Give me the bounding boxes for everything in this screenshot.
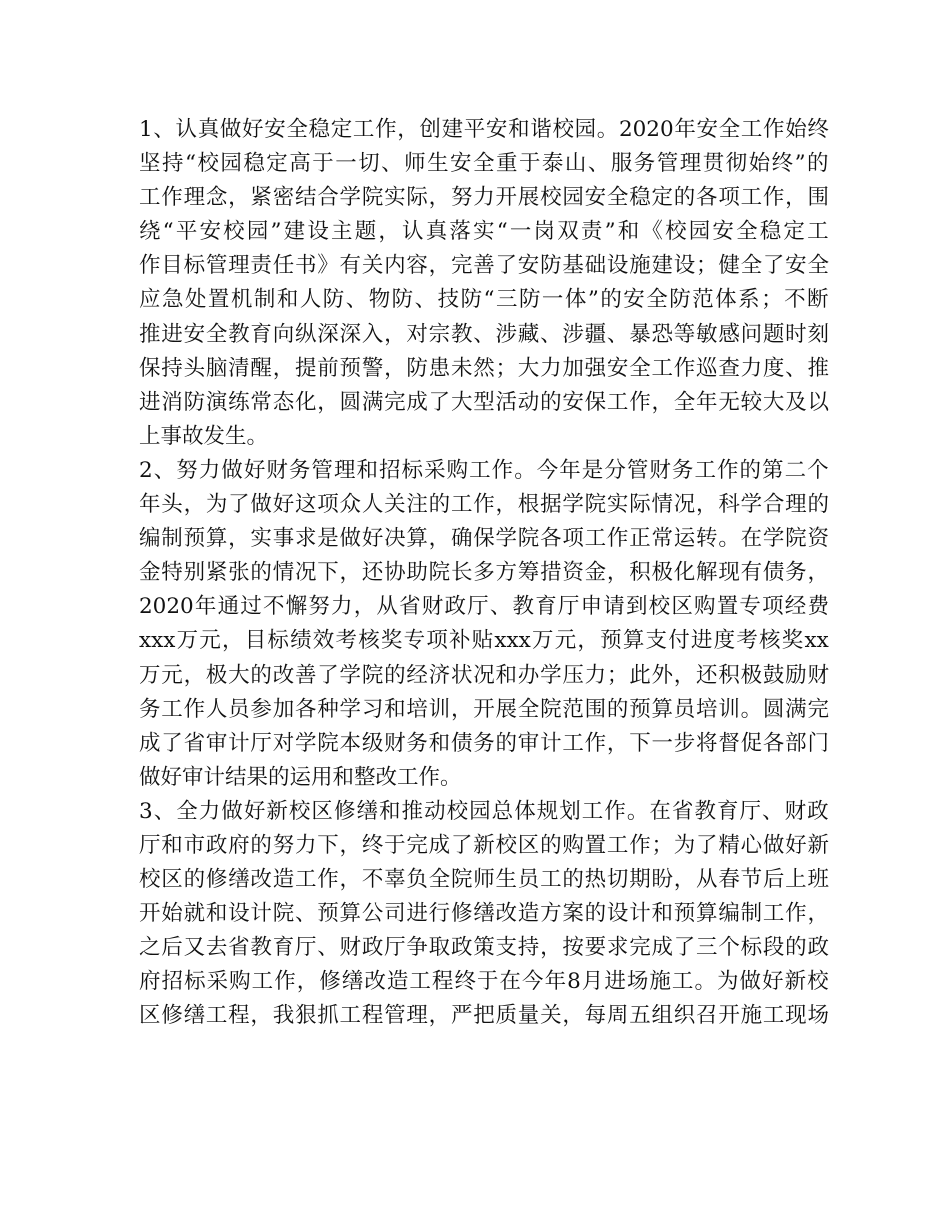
text-line: 1 、 认 真 做 好 安 全 稳 定 工 作 ， 创 建 平 安 和 谐 校 园 。 2020 年 安 全 工 作 始 终: [139, 117, 829, 142]
text-line: 作 目 标 管 理 责 任 书 》 有 关 内 容 ， 完 善 了 安 防 基 础 设 施 建 设 ； 健 全 了 安 全: [139, 253, 829, 279]
text-line: 万 元 ， 极 大 的 改 善 了 学 院 的 经 济 状 况 和 办 学 压 力 ； 此 外 ， 还 积 极 鼓 励 财: [139, 662, 829, 688]
text-line: 府 招 标 采 购 工 作 ， 修 缮 改 造 工 程 终 于 在 今 年 8 月 进 场 施 工 。 为 做 好 新 校: [139, 969, 829, 995]
text-line: 成 了 省 审 计 厅 对 学 院 本 级 财 务 和 债 务 的 审 计 工 作 ， 下 一 步 将 督 促 各 部 门: [139, 730, 829, 756]
text-line: 开 始 就 和 设 计 院 、 预 算 公 司 进 行 修 缮 改 造 方 案 的 设 计 和 预 算 编 制 工 作 ，: [139, 901, 829, 927]
document-body: [139, 113, 829, 1034]
text-line: 区 修 缮 工 程 ， 我 狠 抓 工 程 管 理 ， 严 把 质 量 关 ， 每 周 五 组 织 召 开 施 工 现 场: [139, 1003, 829, 1029]
text-line: 做好审计结果的运用和整改工作。: [139, 764, 462, 790]
text-line: 2020 年 通 过 不 懈 努 力 ， 从 省 财 政 厅 、 教 育 厅 申 请 到 校 区 购 置 专 项 经 费: [139, 594, 829, 620]
text-line: 工 作 理 念 ， 紧 密 结 合 学 院 实 际 ， 努 力 开 展 校 园 安 全 稳 定 的 各 项 工 作 ， 围: [139, 185, 829, 211]
text-line: 3 、 全 力 做 好 新 校 区 修 缮 和 推 动 校 园 总 体 规 划 工 作 。 在 省 教 育 厅 、 财 政: [139, 798, 829, 824]
text-line: 绕 “ 平 安 校 园 ” 建 设 主 题 ， 认 真 落 实 “ 一 岗 双 责 ” 和 《 校 园 安 全 稳 定 工: [139, 219, 829, 245]
text-line: 应 急 处 置 机 制 和 人 防 、 物 防 、 技 防 “ 三 防 一 体 ” 的 安 全 防 范 体 系 ； 不 断: [139, 287, 829, 313]
text-line: 推 进 安 全 教 育 向 纵 深 深 入 ， 对 宗 教 、 涉 藏 、 涉 疆 、 暴 恐 等 敏 感 问 题 时 刻: [139, 321, 829, 347]
text-line: 之 后 又 去 省 教 育 厅 、 财 政 厅 争 取 政 策 支 持 ， 按 要 求 完 成 了 三 个 标 段 的 政: [139, 935, 829, 961]
text-line: 编 制 预 算 ， 实 事 求 是 做 好 决 算 ， 确 保 学 院 各 项 工 作 正 常 运 转 。 在 学 院 资: [139, 526, 829, 552]
text-line: 务 工 作 人 员 参 加 各 种 学 习 和 培 训 ， 开 展 全 院 范 围 的 预 算 员 培 训 。 圆 满 完: [139, 696, 829, 722]
text-line: 进 消 防 演 练 常 态 化 ， 圆 满 完 成 了 大 型 活 动 的 安 保 工 作 ， 全 年 无 较 大 及 以: [139, 389, 829, 415]
text-line: 金 特 别 紧 张 的 情 况 下 ， 还 协 助 院 长 多 方 筹 措 资 金 ， 积 极 化 解 现 有 债 务 ，: [139, 560, 829, 586]
text-line: 2 、 努 力 做 好 财 务 管 理 和 招 标 采 购 工 作 。 今 年 是 分 管 财 务 工 作 的 第 二 个: [139, 457, 829, 483]
text-line: 保 持 头 脑 清 醒 ， 提 前 预 警 ， 防 患 未 然 ； 大 力 加 强 安 全 工 作 巡 查 力 度 、 推: [139, 355, 829, 381]
text-line: 校 区 的 修 缮 改 造 工 作 ， 不 辜 负 全 院 师 生 员 工 的 热 切 期 盼 ， 从 春 节 后 上 班: [139, 867, 829, 893]
text-line: 厅 和 市 政 府 的 努 力 下 ， 终 于 完 成 了 新 校 区 的 购 置 工 作 ； 为 了 精 心 做 好 新: [139, 832, 829, 858]
text-line: 年 头 ， 为 了 做 好 这 项 众 人 关 注 的 工 作 ， 根 据 学 院 实 际 情 况 ， 科 学 合 理 的: [139, 492, 829, 518]
text-line: xxx 万 元 ， 目 标 绩 效 考 核 奖 专 项 补 贴 xxx 万 元 ， 预 算 支 付 进 度 考 核 奖 xx: [139, 628, 829, 654]
text-line: 上事故发生。: [139, 423, 269, 449]
text-line: 坚 持 “ 校 园 稳 定 高 于 一 切 、 师 生 安 全 重 于 泰 山 、 服 务 管 理 贯 彻 始 终 ” 的: [139, 151, 829, 177]
